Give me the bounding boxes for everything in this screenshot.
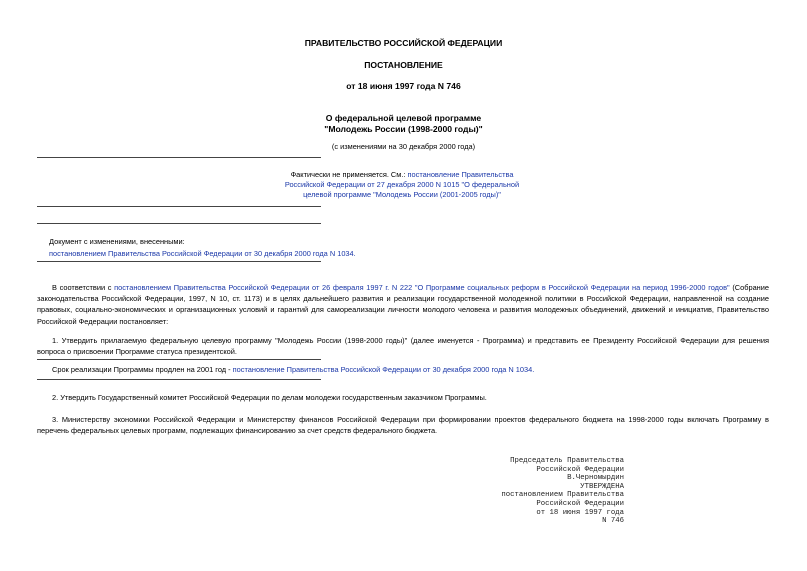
notice-prefix: Фактически не применяется. См.: — [290, 170, 408, 179]
preamble-paragraph — [37, 282, 769, 327]
approval-title: УТВЕРЖДЕНА — [580, 482, 624, 491]
extension-note — [37, 364, 769, 375]
approval-number: N 746 — [602, 517, 624, 526]
extension-link[interactable]: постановление Правительства Российской Федерации от 30 декабря 2000 года N 1034. — [232, 365, 535, 374]
amendments-block — [49, 236, 356, 259]
government-heading: ПРАВИТЕЛЬСТВО РОССИЙСКОЙ ФЕДЕРАЦИИ — [304, 38, 503, 48]
document-title-line2: "Молодежь России (1998-2000 годы)" — [324, 124, 483, 134]
document-date-number: от 18 июня 1997 года N 746 — [346, 81, 461, 91]
approval-by: постановлением Правительства — [501, 491, 624, 500]
amendments-label: Документ с изменениями, внесенными: — [49, 237, 185, 246]
notice-link[interactable]: постановление Правительства Российской Федерации от 27 декабря 2000 N 1015 "О федеральной целевой программе "Молодежь России (2001-2005 годы)" — [284, 170, 520, 199]
amendment-link[interactable]: постановлением Правительства Российской Федерации от 30 декабря 2000 года N 1034. — [49, 248, 356, 258]
signature-country: Российской Федерации — [536, 465, 624, 474]
divider — [37, 359, 321, 360]
divider — [37, 223, 321, 224]
item-2-paragraph: 2. Утвердить Государственный комитет Российской Федерации по делам молодежи государственным заказчиком Программы. — [52, 393, 487, 402]
changes-note: (с изменениями на 30 декабря 2000 года) — [331, 142, 476, 151]
divider — [37, 261, 321, 262]
extension-prefix: Срок реализации Программы продлен на 2001 год - — [52, 365, 233, 374]
signature-block — [374, 457, 624, 526]
signature-position: Председатель Правительства — [510, 457, 624, 465]
not-applied-notice — [282, 170, 522, 200]
document-type: ПОСТАНОВЛЕНИЕ — [364, 60, 443, 70]
item-3-paragraph: 3. Министерству экономики Российской Федерации и Министерству финансов Российской Федерации при формировании проектов федерального бюджета на 1998-2000 годы включать Программу в перечень федеральных целевых программ, подлежащих финансированию за счет средств федерального бюджета. — [37, 415, 769, 436]
approval-date: от 18 июня 1997 года — [536, 508, 624, 517]
preamble-rest: (Собрание законодательства Российской Федерации, 1997, N 10, ст. 1173) и в целях дальнейшего развития и реализации государственной молодежной политики в Российской Федерации, направленной на создание правовых, социально-экономических и организационных условий и гарантий для самореализации личности молодого человека и развития молодежных объединений, движений и инициатив, Правительство Российской Федерации постановляет: — [37, 283, 770, 326]
preamble-link[interactable]: постановлением Правительства Российской Федерации от 26 февраля 1997 г. N 222 "О Программе социальных реформ в Российской Федерации на период 1996-2000 годов" — [114, 283, 730, 292]
approval-country: Российской Федерации — [536, 499, 624, 508]
divider — [37, 157, 321, 158]
preamble-prefix: В соответствии с — [52, 283, 115, 292]
divider — [37, 379, 321, 380]
signature-name: В.Черномырдин — [567, 474, 624, 483]
divider — [37, 206, 321, 207]
item-1-paragraph: 1. Утвердить прилагаемую федеральную целевую программу "Молодежь России (1998-2000 годы)" (далее именуется - Программа) и представить ее Президенту Российской Федерации для решения вопроса о присвоении Программе статуса президентской. — [37, 336, 769, 357]
document-title-line1: О федеральной целевой программе — [325, 113, 482, 123]
